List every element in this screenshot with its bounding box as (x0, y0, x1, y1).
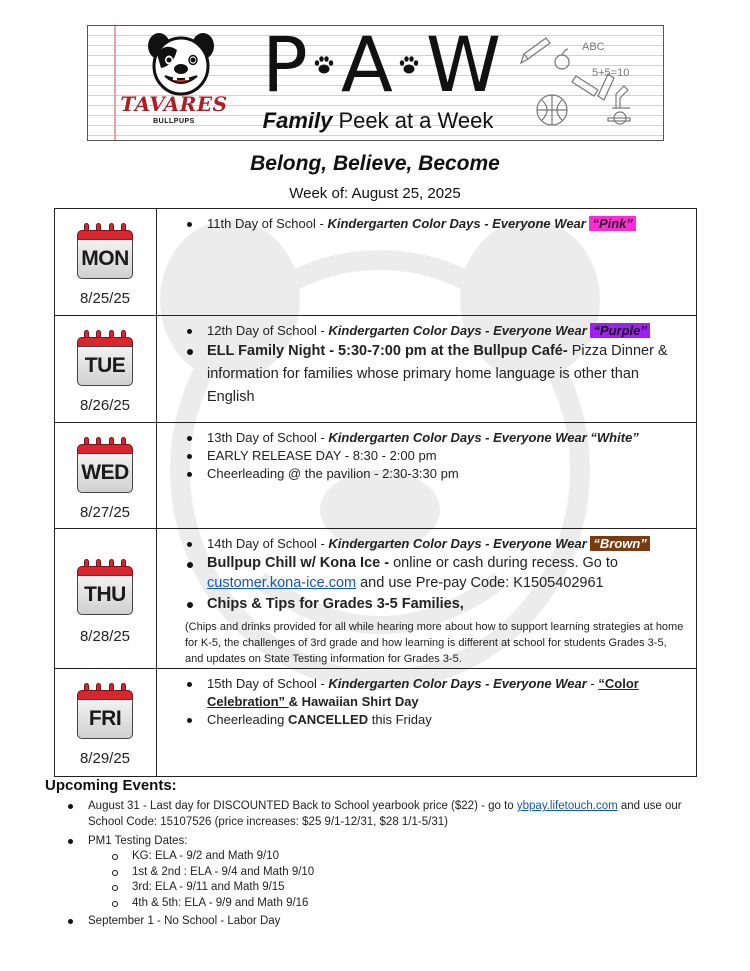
event-note: (Chips and drinks provided for all while hearing more about how to support learning strategies at home for K-5, the challenges of 3rd grade and how learning is different at school for students Grades 3-5, and updates on State Testing information for Grades 3-5. (185, 621, 684, 665)
bulldog-mascot-icon (143, 32, 219, 98)
notebook-margin-line (114, 26, 116, 140)
doodle-text-abc: ABC (582, 41, 605, 53)
list-sub-item: 3rd: ELA - 9/11 and Math 9/15 (68, 880, 708, 896)
day-cell (55, 529, 157, 668)
day-row-monday (55, 209, 696, 316)
paw-title (236, 25, 526, 108)
day-date: 8/25/25 (79, 290, 131, 307)
day-row-wednesday (55, 423, 696, 529)
list-item: ELL Family Night - 5:30-7:00 pm at the Bullpup Café- Pizza Dinner & information for families whose primary home language is other than English (207, 340, 686, 409)
subtitle-rest: Peek at a Week (332, 108, 494, 133)
color-highlight: “Brown” (590, 536, 649, 551)
school-doodles-icon (516, 34, 636, 134)
list-item: September 1 - No School - Labor Day (68, 913, 708, 929)
day-row-thursday (55, 529, 696, 669)
paw-print-icon (313, 54, 335, 76)
day-abbr: FRI (77, 699, 133, 739)
list-item: Bullpup Chill w/ Kona Ice - online or cash during recess. Go to customer.kona-ice.com and use Pre-pay Code: K1505402961 (207, 553, 686, 593)
banner-subtitle (238, 108, 518, 134)
weekly-schedule-table (54, 208, 697, 777)
day-content (157, 209, 696, 315)
title-letter-a: A (340, 25, 392, 109)
list-item: PM1 Testing Dates: (68, 833, 708, 849)
day-abbr: WED (77, 453, 133, 493)
list-item: 11th Day of School - Kindergarten Color Days - Everyone Wear “Pink” (207, 215, 686, 233)
motto: Belong, Believe, Become (250, 152, 500, 175)
school-name: TAVARES (120, 92, 228, 116)
day-date: 8/26/25 (79, 397, 131, 414)
color-highlight: “Pink” (589, 216, 635, 231)
list-item: Cheerleading @ the pavilion - 2:30-3:30 pm (207, 465, 686, 483)
day-date: 8/29/25 (79, 750, 131, 767)
day-row-tuesday (55, 316, 696, 423)
calendar-icon (77, 683, 133, 739)
list-item: 15th Day of School - Kindergarten Color Days - Everyone Wear - “Color Celebration” & Hawaiian Shirt Day (207, 675, 686, 711)
day-content (157, 529, 696, 668)
upcoming-events-list (68, 798, 708, 929)
day-content (157, 316, 696, 422)
list-item: 13th Day of School - Kindergarten Color Days - Everyone Wear “White” (207, 429, 686, 447)
day-cell (55, 209, 157, 315)
subtitle-family: Family (262, 108, 333, 133)
list-item: August 31 - Last day for DISCOUNTED Back to School yearbook price ($22) - go to ybpay.lifetouch.com and use our School Code: 15107526 (price increases: $25 9/1-12/31, $28 1/1-5/31) (68, 798, 708, 830)
day-cell (55, 423, 157, 528)
day-cell (55, 316, 157, 422)
day-cell (55, 669, 157, 776)
day-row-friday (55, 669, 696, 776)
list-item: Chips & Tips for Grades 3-5 Families, (207, 593, 686, 615)
doodle-text-math: 5+5=10 (592, 67, 630, 79)
calendar-icon (77, 437, 133, 493)
calendar-icon (77, 559, 133, 615)
list-item: 12th Day of School - Kindergarten Color Days - Everyone Wear “Purple” (207, 322, 686, 340)
color-highlight: “Purple” (590, 323, 649, 338)
week-of: Week of: August 25, 2025 (289, 185, 461, 202)
list-item: EARLY RELEASE DAY - 8:30 - 2:00 pm (207, 447, 686, 465)
day-abbr: MON (77, 239, 133, 279)
calendar-icon (77, 223, 133, 279)
day-abbr: THU (77, 575, 133, 615)
day-content (157, 669, 696, 776)
title-letter-p: P (262, 25, 307, 109)
upcoming-events-heading: Upcoming Events: (45, 777, 177, 794)
day-date: 8/27/25 (79, 504, 131, 521)
list-sub-item: 4th & 5th: ELA - 9/9 and Math 9/16 (68, 896, 708, 912)
paw-banner (87, 25, 664, 141)
calendar-icon (77, 330, 133, 386)
list-sub-item: 1st & 2nd : ELA - 9/4 and Math 9/10 (68, 865, 708, 881)
list-item: 14th Day of School - Kindergarten Color Days - Everyone Wear “Brown” (207, 535, 686, 553)
kona-ice-link[interactable]: customer.kona-ice.com (207, 575, 357, 591)
day-date: 8/28/25 (79, 628, 131, 645)
day-content (157, 423, 696, 528)
yearbook-link[interactable]: ybpay.lifetouch.com (516, 800, 618, 812)
paw-print-icon (398, 54, 420, 76)
title-letter-w: W (425, 25, 500, 109)
day-abbr: TUE (77, 346, 133, 386)
school-subname: BULLPUPS (153, 118, 195, 125)
list-sub-item: KG: ELA - 9/2 and Math 9/10 (68, 849, 708, 865)
list-item: Cheerleading CANCELLED this Friday (207, 711, 686, 729)
